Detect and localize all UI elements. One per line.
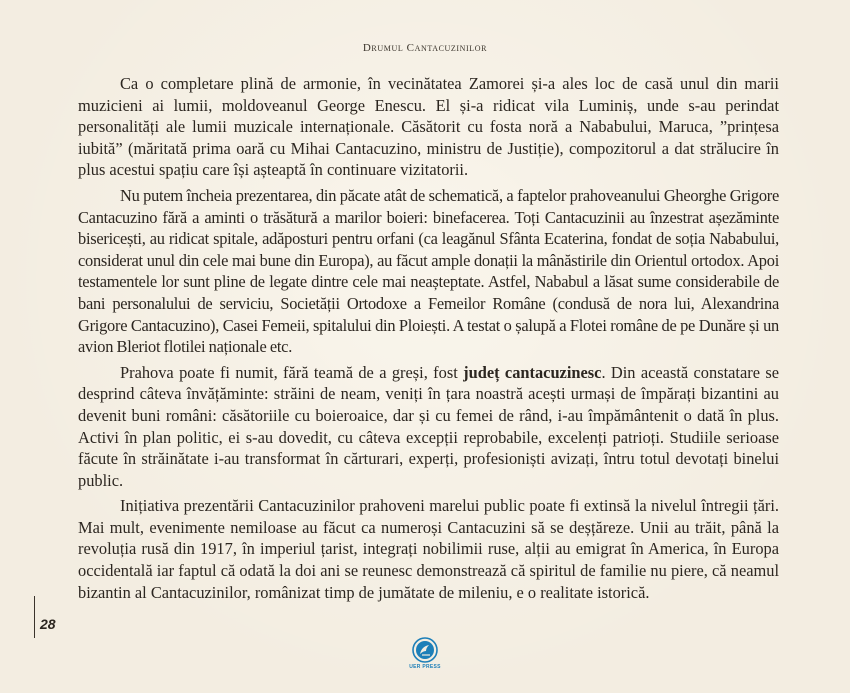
paragraph-3 [78, 362, 779, 492]
body-text [78, 73, 779, 607]
paragraph-1: Ca o completare plină de armonie, în vecinătatea Zamorei și-a ales loc de casă unul din marii muzicieni ai lumii, moldoveanul George Enescu. El și-a ridicat vila Luminiș, unde s-au perindat personalități ale lumii muzicale internaționale. Căsătorit cu fosta noră a Nababului, Maruca, ”prințesa iubită” (măritată prima oară cu Mihai Cantacuzino, ministru de Justiție), compozitorul a dat strălucire în plus acestui spațiu care își așteaptă în continuare vizitatorii. [78, 74, 779, 180]
paragraph-3-text: Prahova poate fi numit, fără teamă de a greși, fost [120, 362, 464, 382]
page-number: 28 [40, 616, 56, 632]
publisher-logo-icon [412, 637, 438, 663]
publisher-logo [409, 637, 441, 673]
page-number-rule [34, 596, 35, 638]
running-header: Drumul Cantacuzinilor [362, 42, 488, 54]
paragraph-2: Nu putem încheia prezentarea, din păcate atât de schematică, a faptelor prahoveanului Gheorghe Grigore Cantacuzino fără a aminti o trăsătură a marilor boieri: binefacerea. Toți Cantacuzinii au înzestrat așezăminte bisericești, au ridicat spitale, adăposturi pentru orfani (ca leagănul Sfânta Ecaterina, fondat de soția Nababului, considerat unul din cele mai bune din Europa), au făcut ample donații la mânăstirile din Orientul ortodox. Apoi testamentele lor sunt pline de legate dintre cele mai neașteptate. Astfel, Nababul a lăsat sume considerabile de bani personalului de serviciu, Societății Ortodoxe a Femeilor Române (condusă de nora lui, Alexandrina Grigore Cantacuzino), Casei Femeii, spitalului din Ploiești. A testat o șalupă a Flotei române de pe Dunăre și un avion Bleriot flotilei naționale etc. [78, 185, 779, 357]
publisher-logo-text: UER PRESS [409, 664, 441, 670]
paragraph-3-bold: județ cantacuzinesc [463, 362, 602, 382]
paragraph-4: Inițiativa prezentării Cantacuzinilor prahoveni marelui public poate fi extinsă la nivelul întregii țări. Mai mult, evenimente nemiloase au făcut ca numeroși Cantacuzini să se deșțăreze. Unii au trăit, până la revoluția rusă din 1917, în imperiul țarist, integrați nobilimii ruse, alții au emigrat în America, în Europa occidentală iar faptul că odată la doi ani se reunesc demonstrează că spiritul de familie nu piere, că neamul bizantin al Cantacuzinilor, românizat timp de jumătate de mileniu, e o realitate istorică. [78, 496, 779, 602]
paragraph-3-text-end: . Din această constatare se desprind câteva învățăminte: străini de neam, veniți în țara noastră acești urmași de împărați bizantini au devenit buni români: căsătoriile cu boieroaice, dar și cu femei de rând, i-au împământenit o dată în plus. Activi în plan politic, ei s-au dovedit, cu câteva excepții reprobabile, excelenți patrioți. Studiile serioase făcute în străinătate i-au transformat în cărturari, experți, profesioniști avizați, întru totul devotați binelui public. [78, 362, 779, 490]
